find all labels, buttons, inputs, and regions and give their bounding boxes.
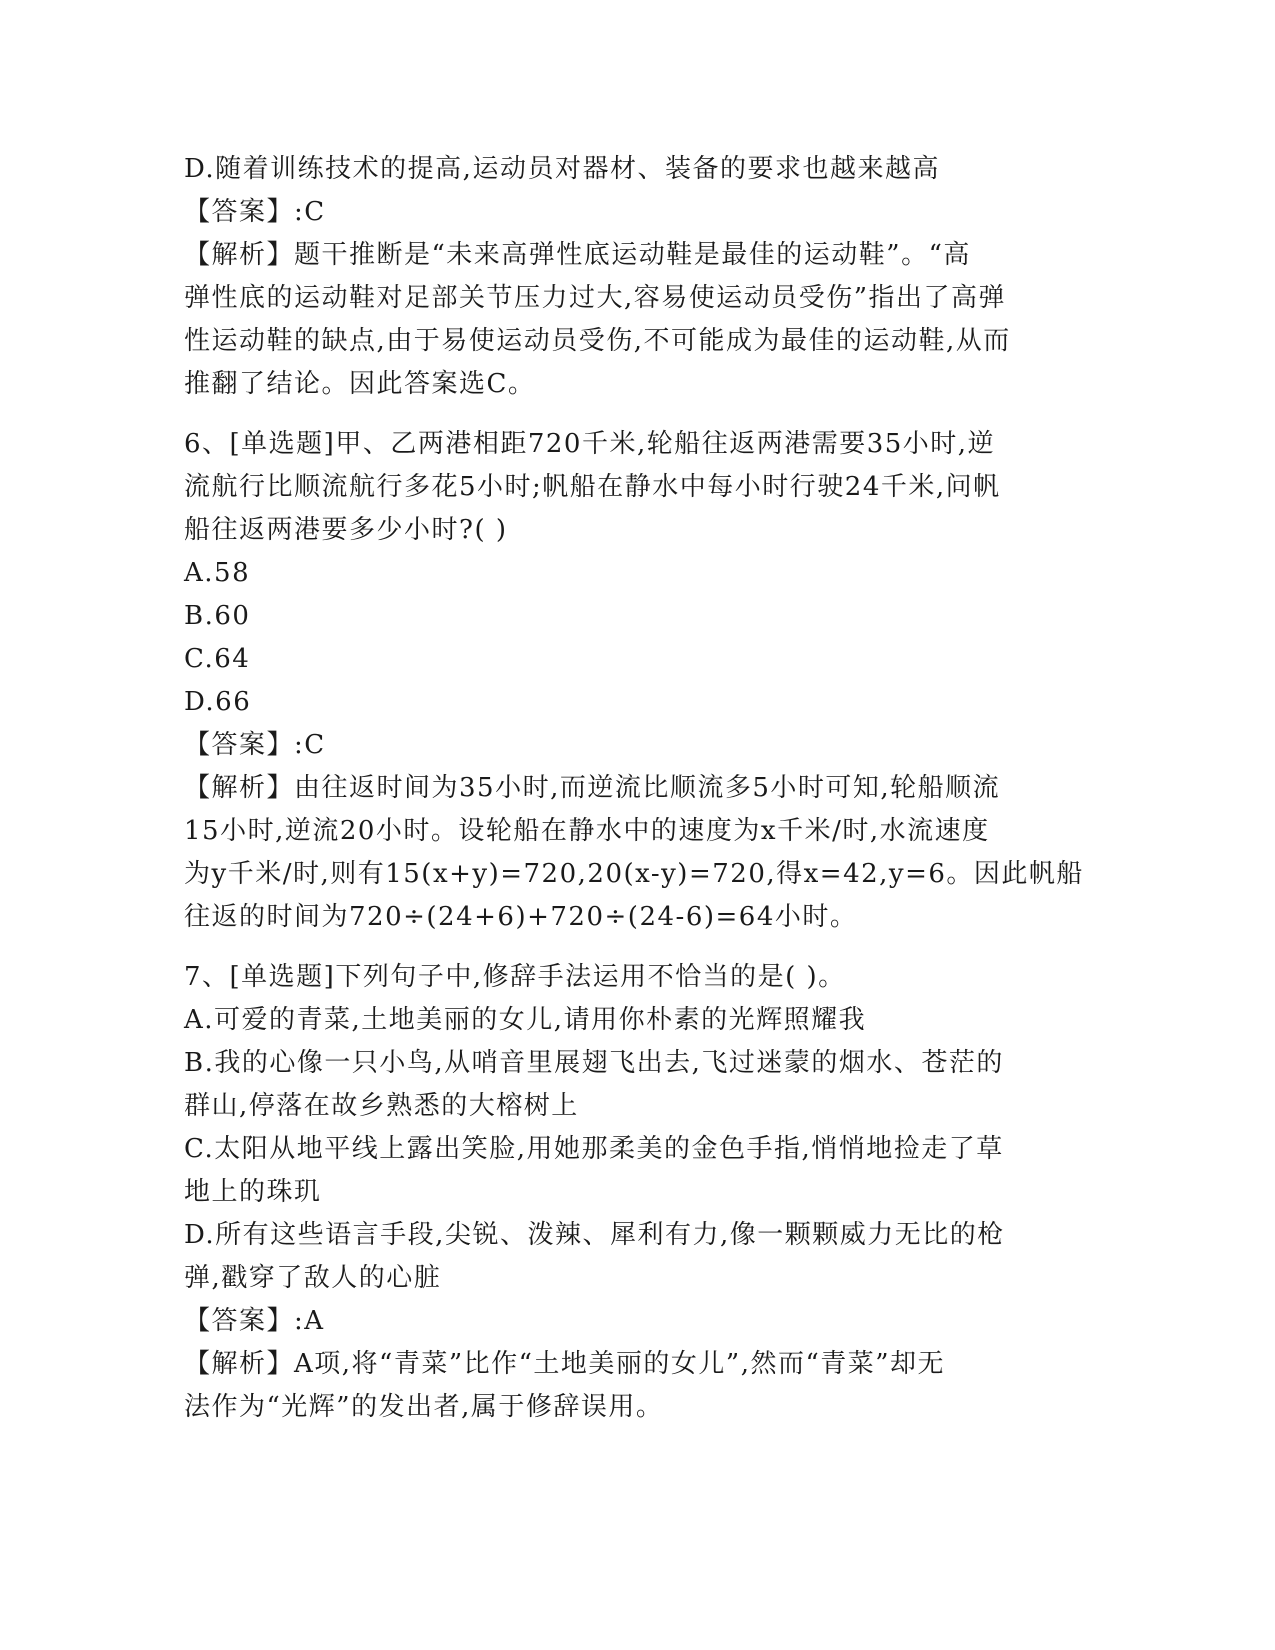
- section-gap: [184, 939, 1084, 956]
- q7-option-c-line: 地上的珠玑: [184, 1177, 322, 1207]
- q6-analysis-line: 【解析】由往返时间为35小时,而逆流比顺流多5小时可知,轮船顺流: [184, 773, 1001, 803]
- q7-analysis-line: 【解析】A项,将“青菜”比作“土地美丽的女儿”,然而“青菜”却无: [184, 1349, 946, 1379]
- q7-option-c-line: C.太阳从地平线上露出笑脸,用她那柔美的金色手指,悄悄地捡走了草: [184, 1134, 1004, 1164]
- q6-option-c: C.64: [184, 644, 251, 674]
- q7-option-b-line: 群山,停落在故乡熟悉的大榕树上: [184, 1091, 579, 1121]
- q7-analysis-line: 法作为“光辉”的发出者,属于修辞误用。: [184, 1392, 664, 1422]
- q6-option-a: A.58: [184, 558, 251, 588]
- q5-section: [184, 148, 1084, 406]
- q5-analysis-line: 性运动鞋的缺点,由于易使运动员受伤,不可能成为最佳的运动鞋,从而: [184, 326, 1011, 356]
- q6-section: [184, 423, 1084, 939]
- q5-option-d: D.随着训练技术的提高,运动员对器材、装备的要求也越来越高: [184, 154, 940, 184]
- q6-option-b: B.60: [184, 601, 251, 631]
- q7-option-d-line: D.所有这些语言手段,尖锐、泼辣、犀利有力,像一颗颗威力无比的枪: [184, 1220, 1005, 1250]
- q6-analysis-line: 为y千米/时,则有15(x+y)=720,20(x-y)=720,得x=42,y=6。因此帆船: [184, 859, 1084, 889]
- q7-option-d-line: 弹,戳穿了敌人的心脏: [184, 1263, 442, 1293]
- q6-question-line: 流航行比顺流航行多花5小时;帆船在静水中每小时行驶24千米,问帆: [184, 472, 1001, 502]
- section-gap: [184, 406, 1084, 423]
- q5-analysis-line: 【解析】题干推断是“未来高弹性底运动鞋是最佳的运动鞋”。“高: [184, 240, 971, 270]
- q5-answer: 【答案】:C: [184, 197, 326, 227]
- q5-analysis-line: 推翻了结论。因此答案选C。: [184, 369, 536, 399]
- q6-analysis-line: 15小时,逆流20小时。设轮船在静水中的速度为x千米/时,水流速度: [184, 816, 990, 846]
- q5-analysis-line: 弹性底的运动鞋对足部关节压力过大,容易使运动员受伤”指出了高弹: [184, 283, 1007, 313]
- q7-question: 7、[单选题]下列句子中,修辞手法运用不恰当的是( )。: [184, 962, 846, 992]
- q7-section: [184, 956, 1084, 1429]
- q7-answer: 【答案】:A: [184, 1306, 325, 1336]
- q6-question-line: 船往返两港要多少小时?( ): [184, 515, 508, 545]
- q7-option-b-line: B.我的心像一只小鸟,从哨音里展翅飞出去,飞过迷蒙的烟水、苍茫的: [184, 1048, 1004, 1078]
- q6-option-d: D.66: [184, 687, 252, 717]
- q6-analysis-line: 往返的时间为720÷(24+6)+720÷(24-6)=64小时。: [184, 902, 858, 932]
- q6-question-line: 6、[单选题]甲、乙两港相距720千米,轮船往返两港需要35小时,逆: [184, 429, 996, 459]
- q7-option-a: A.可爱的青菜,土地美丽的女儿,请用你朴素的光辉照耀我: [184, 1005, 867, 1035]
- document-page: [184, 148, 1084, 1429]
- q6-answer: 【答案】:C: [184, 730, 326, 760]
